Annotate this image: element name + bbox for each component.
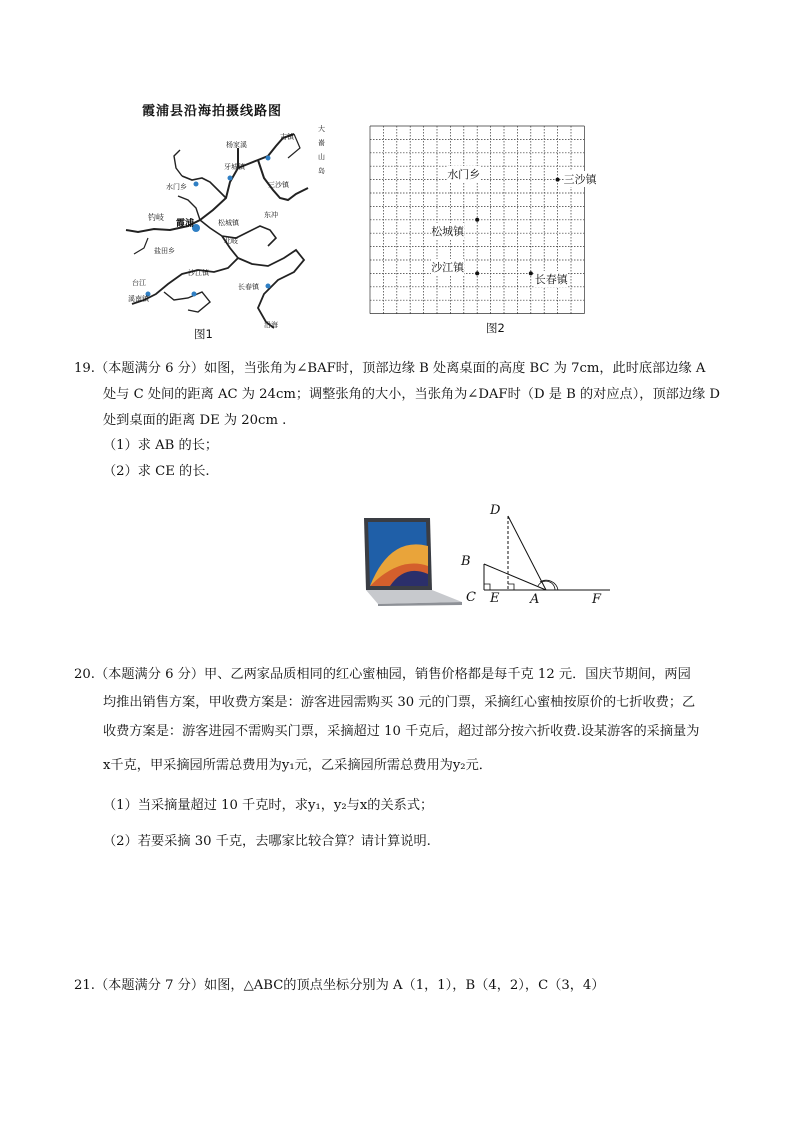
grid-point [529,271,533,275]
place-label: 东冲 [264,211,278,219]
island-label: 大 嵛 山 岛 [318,125,325,175]
point-label-B: B [461,554,471,569]
q19-geometry-figure [458,500,618,610]
q20-line-1: 20.（本题满分 6 分）甲、乙两家品质相同的红心蜜柚园，销售价格都是每千克 12 元．国庆节期间，两园 [74,667,691,682]
grid-point-label: 水门乡 [447,167,481,181]
figure-1-route-map [118,98,350,343]
place-label: 松城镇 [218,219,239,227]
figure-1-caption: 图1 [194,327,213,341]
q21-line-1: 21.（本题满分 7 分）如图，△ABC的顶点坐标分别为 A（1，1），B（4，2），C（3，4） [74,978,605,993]
grid-point [475,218,479,222]
place-label: 古镇 [280,133,294,141]
place-label: 沙江镇 [188,269,209,277]
q20-line-3: 收费方案是：游客进园不需购买门票，采摘超过 10 千克后，超过部分按六折收费.设某游客的采摘量为 [103,724,700,739]
q19-line-2: 处与 C 处间的距离 AC 为 24cm；调整张角的大小，当张角为∠DAF时（D 是 B 的对应点），顶部边缘 D [103,387,721,402]
place-label: 溪南镇 [128,295,149,303]
figure-2-caption: 图2 [486,321,505,335]
grid-point-label: 松城镇 [431,224,465,238]
grid-point-label: 长春镇 [534,273,568,287]
grid-point [475,271,479,275]
map-title: 霞浦县沿海拍摄线路图 [142,104,283,119]
place-label: 水门乡 [166,183,187,191]
place-label: 钓岐 [148,213,164,222]
figure-2-grid-map [368,124,610,340]
point-label-C: C [466,590,476,605]
point-label-A: A [530,592,540,607]
place-label: 三沙镇 [268,181,289,189]
place-label: 长春镇 [238,283,259,291]
q19-line-1: 19.（本题满分 6 分）如图，当张角为∠BAF时，顶部边缘 B 处离桌面的高度 BC 为 7cm，此时底部边缘 A [74,361,706,376]
grid-point-label: 沙江镇 [431,261,465,275]
q19-line-3: 处到桌面的距离 DE 为 20cm . [103,413,287,428]
place-label: 杨家溪 [226,141,247,149]
q20-sub-question-2: （2）若要采摘 30 千克，去哪家比较合算？请计算说明. [103,834,431,849]
q20-line-2: 均推出销售方案，甲收费方案是：游客进园需购买 30 元的门票，采摘红心蜜柚按原价的七折收费；乙 [103,695,696,710]
grid-point [556,178,560,182]
q20-sub-question-1: （1）当采摘量超过 10 千克时，求y₁，y₂与x的关系式； [103,798,434,813]
point-label-D: D [490,503,501,518]
point-label-E: E [490,591,500,606]
place-label: 台江 [132,279,146,287]
place-label: 北岐 [224,237,238,245]
coordinate-grid [368,124,586,318]
place-label: 盐田乡 [154,247,175,255]
grid-point-label: 三沙镇 [563,172,597,186]
laptop-image [360,516,464,606]
point-label-F: F [592,592,602,607]
place-label: 沿海 [264,321,278,329]
place-label: 牙城镇 [224,163,245,171]
q19-sub-question-2: （2）求 CE 的长. [103,464,210,479]
q19-sub-question-1: （1）求 AB 的长； [103,438,219,453]
place-label: 霞浦 [176,219,195,229]
q20-line-4: x千克，甲采摘园所需总费用为y₁元，乙采摘园所需总费用为y₂元． [103,758,492,773]
